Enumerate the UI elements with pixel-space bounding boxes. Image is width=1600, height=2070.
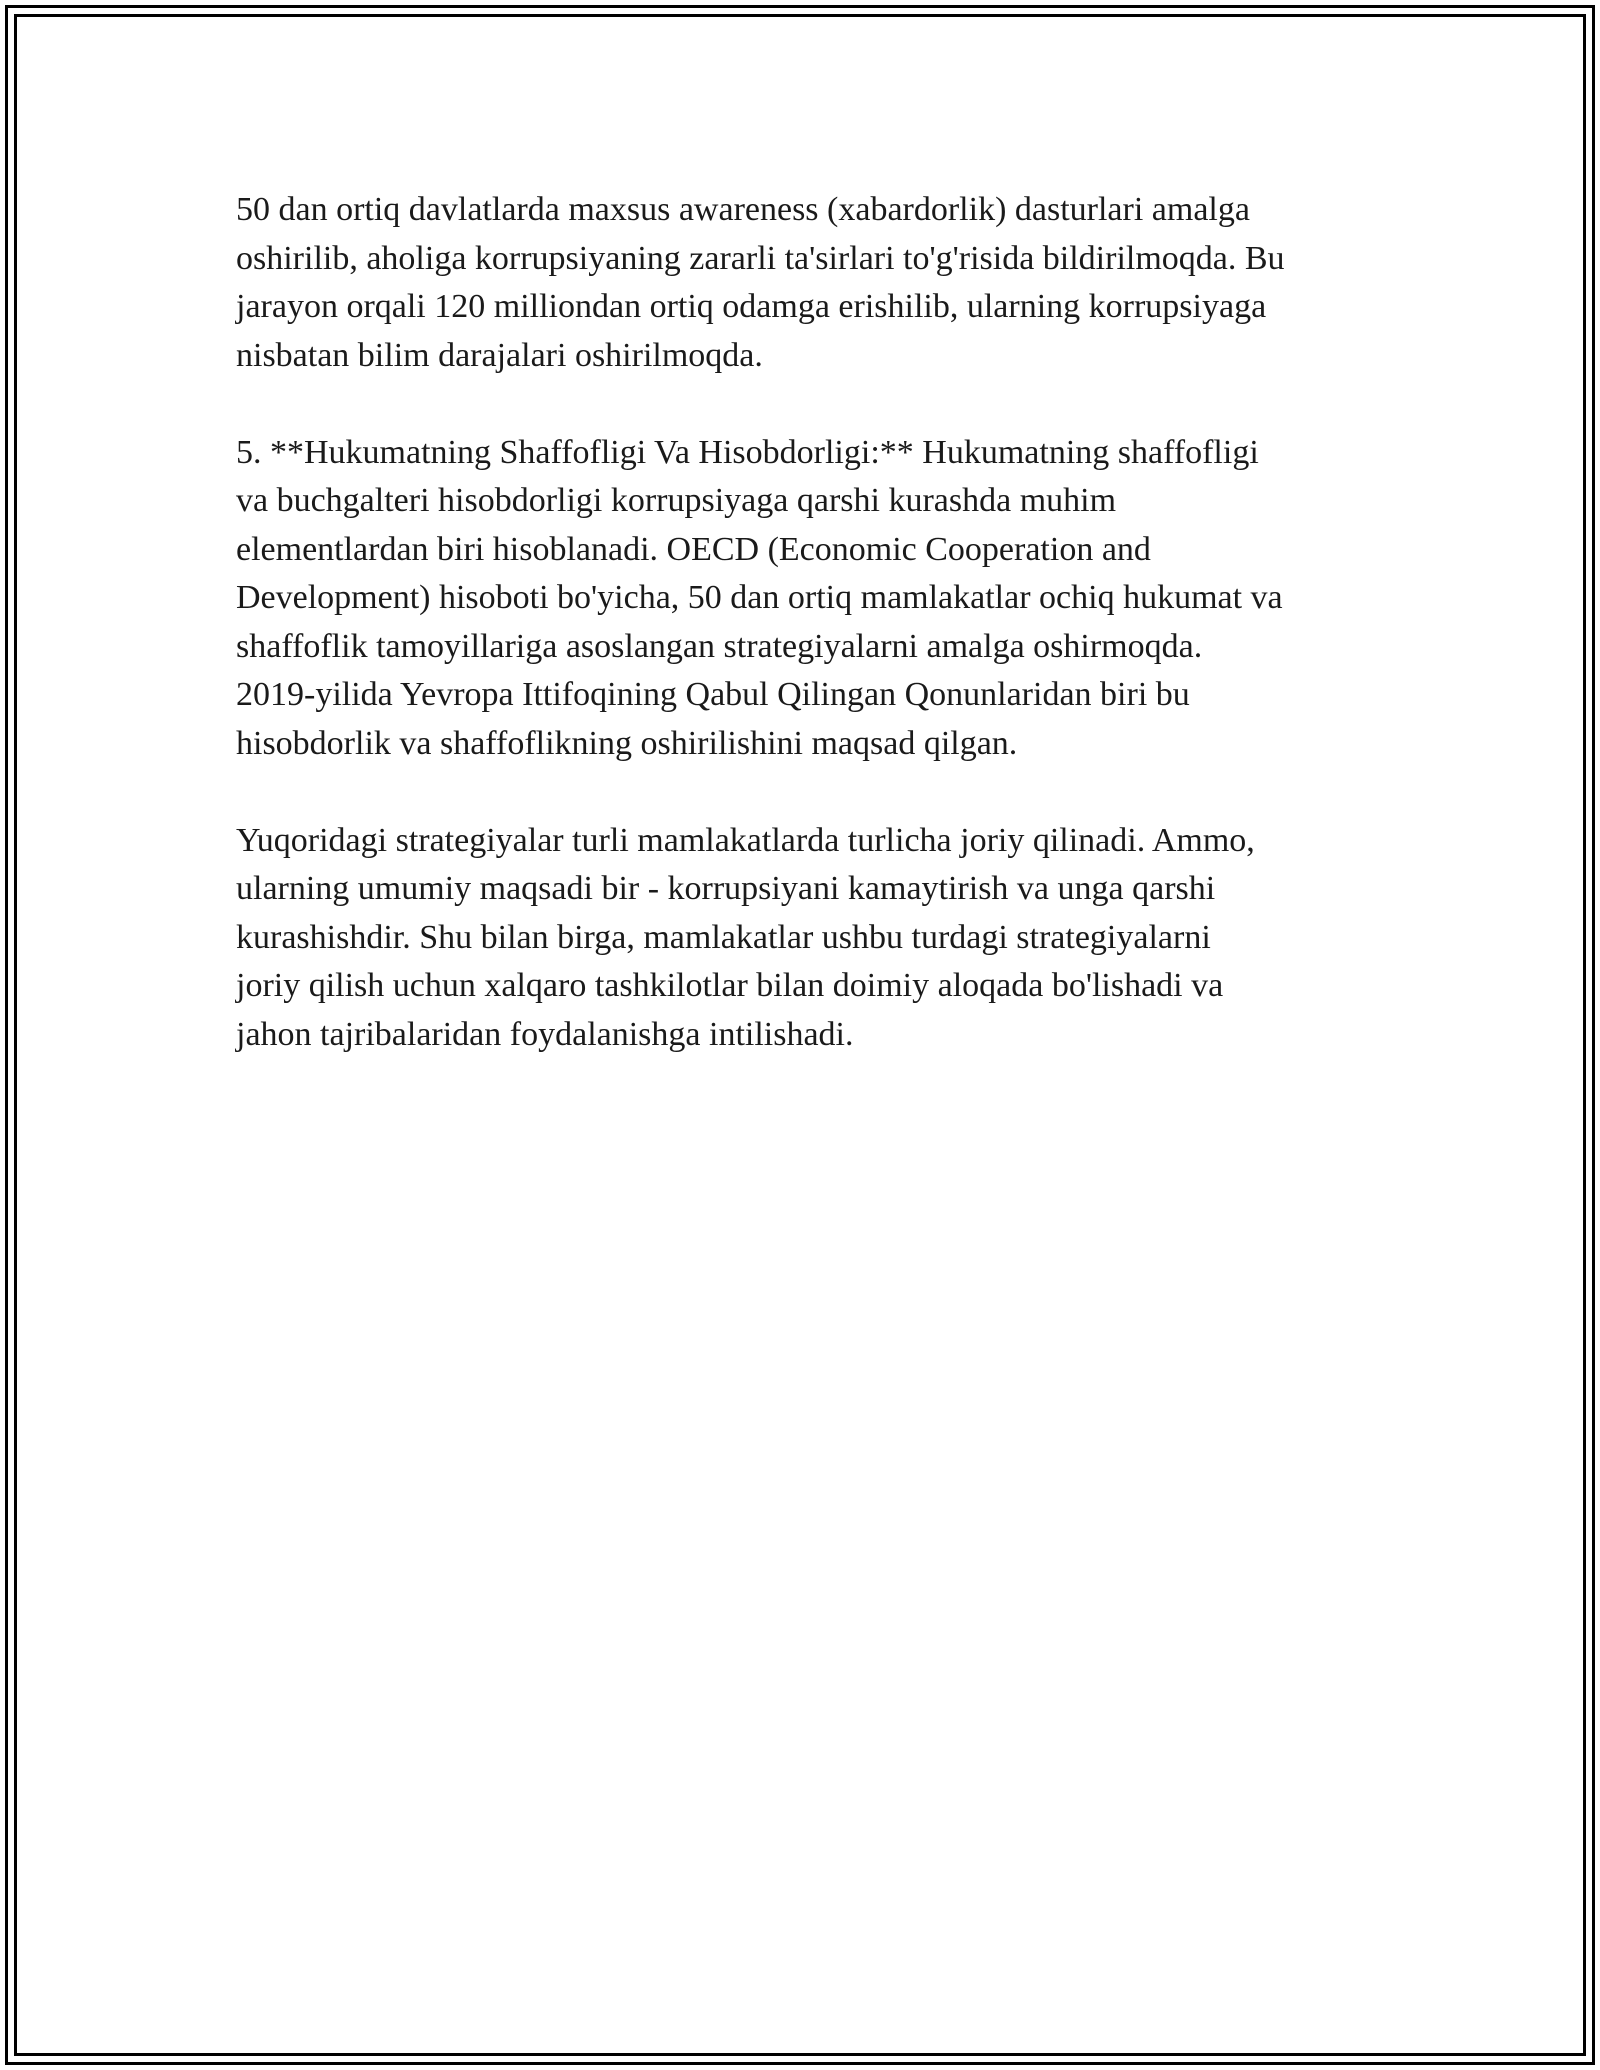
- text-line: 2019-yilida Yevropa Ittifoqining Qabul Qilingan Qonunlaridan biri bu: [236, 676, 1190, 713]
- text-line: shaffoflik tamoyillariga asoslangan strategiyalarni amalga oshirmoqda.: [236, 627, 1203, 665]
- text-line: jahon tajribalaridan foydalanishga intilishadi.: [236, 1015, 854, 1053]
- text-line: 50 dan ortiq davlatlarda maxsus awareness (xabardorlik) dasturlari amalga: [236, 191, 1250, 228]
- text-line: Development) hisoboti bo'yicha, 50 dan ortiq mamlakatlar ochiq hukumat va: [236, 579, 1283, 616]
- text-line: nisbatan bilim darajalari oshirilmoqda.: [236, 336, 763, 374]
- text-line: elementlardan biri hisoblanadi. OECD (Economic Cooperation and: [236, 530, 1151, 568]
- text-line: hisobdorlik va shaffoflikning oshirilishini maqsad qilgan.: [236, 724, 1018, 762]
- text-line: jarayon orqali 120 milliondan ortiq odamga erishilib, ularning korrupsiyaga: [236, 288, 1267, 325]
- document-body: [236, 186, 1406, 1108]
- text-line: va buchgalteri hisobdorligi korrupsiyaga qarshi kurashda muhim: [236, 482, 1117, 519]
- text-line: ularning umumiy maqsadi bir - korrupsiyani kamaytirish va unga qarshi: [236, 870, 1216, 907]
- text-line: joriy qilish uchun xalqaro tashkilotlar bilan doimiy aloqada bo'lishadi va: [236, 967, 1224, 1004]
- paragraph-conclusion: [236, 817, 1406, 1060]
- paragraph-transparency: [236, 429, 1406, 769]
- text-line: kurashishdir. Shu bilan birga, mamlakatlar ushbu turdagi strategiyalarni: [236, 918, 1211, 956]
- paragraph-awareness: [236, 186, 1406, 380]
- text-line: Yuqoridagi strategiyalar turli mamlakatlarda turlicha joriy qilinadi. Ammo,: [236, 821, 1255, 859]
- text-line: oshirilib, aholiga korrupsiyaning zararli ta'sirlari to'g'risida bildirilmoqda. Bu: [236, 239, 1285, 277]
- text-line: 5. **Hukumatning Shaffofligi Va Hisobdorligi:** Hukumatning shaffofligi: [236, 433, 1259, 471]
